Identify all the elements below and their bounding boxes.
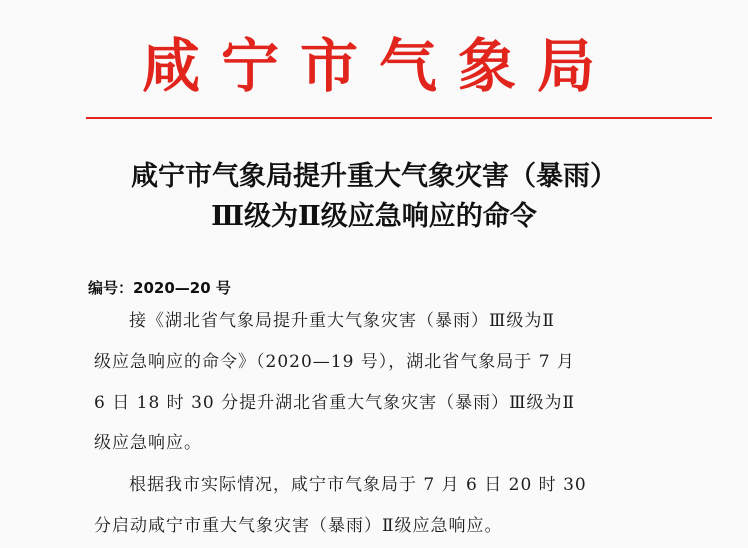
letterhead-red-rule <box>86 117 712 119</box>
paragraph-2-line-1: 根据我市实际情况，咸宁市气象局于 7 月 6 日 20 时 30 <box>129 475 587 495</box>
paragraph-1-line-2: 级应急响应的命令》（2020—19 号），湖北省气象局于 7 月 <box>94 352 575 372</box>
document-number-label: 编号： <box>88 279 134 297</box>
document-number <box>88 277 231 299</box>
paragraph-2-line-2: 分启动咸宁市重大气象灾害（暴雨）Ⅱ级应急响应。 <box>94 516 503 536</box>
paragraph-1-line-4: 级应急响应。 <box>94 433 202 453</box>
letterhead-title: 咸宁市气象局 <box>141 32 616 100</box>
document-number-value: 2020—20 号 <box>133 279 231 297</box>
paragraph-1-line-3: 6 日 18 时 30 分提升湖北省重大气象灾害（暴雨）Ⅲ级为Ⅱ <box>94 393 576 413</box>
document-title-line-2: Ⅲ级为Ⅱ级应急响应的命令 <box>211 201 537 232</box>
paragraph-1-line-1: 接《湖北省气象局提升重大气象灾害（暴雨）Ⅲ级为Ⅱ <box>129 311 555 331</box>
document-title-line-1: 咸宁市气象局提升重大气象灾害（暴雨） <box>131 161 617 192</box>
